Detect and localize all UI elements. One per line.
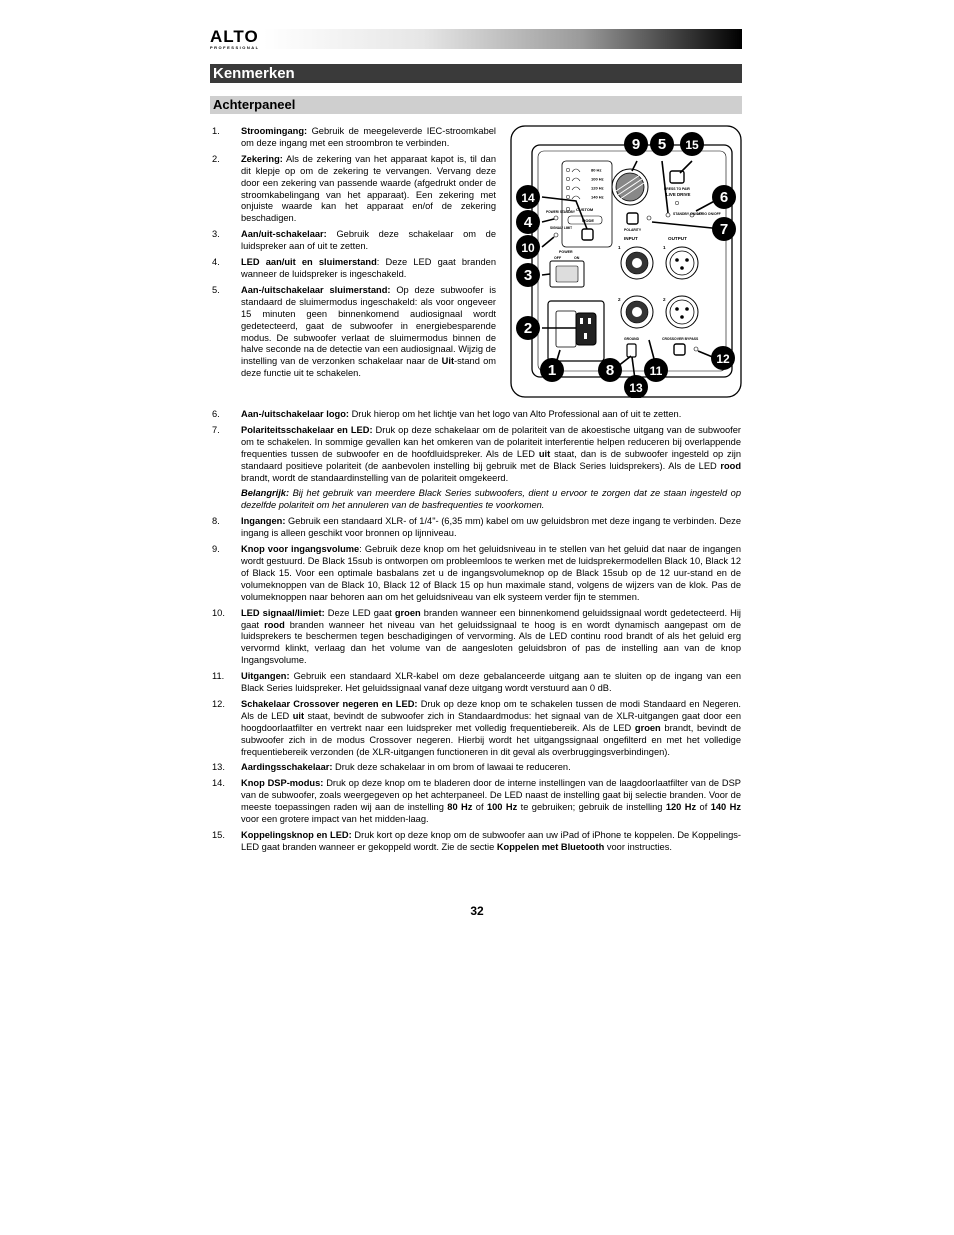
logo-text: ALTO — [210, 27, 259, 46]
custom-label: CUSTOM — [576, 207, 594, 212]
list-item-number: 12. — [212, 698, 225, 709]
list-item-text — [241, 762, 741, 774]
list-item-emphasis: Polariteitsschakelaar en LED: — [241, 424, 373, 435]
callout-6: 6 — [719, 189, 729, 206]
list-item — [212, 671, 741, 695]
crossover-bypass-button[interactable] — [674, 344, 685, 355]
list-item-body: voor een grotere impact van het midden-laag. — [241, 814, 429, 825]
callout-10: 10 — [521, 241, 535, 255]
list-item-body: branden wanneer een binnenkomend geluidssignaal wordt gedetecteerd. Hij gaat — [241, 607, 741, 630]
list-item-body: Druk op deze knop om te schakelen tussen de modi Standaard en Negeren. Als de LED — [241, 698, 741, 721]
list-item-body: voor instructies. — [604, 841, 672, 852]
list-item-body: : Gebruik deze knop om het geluidsniveau in te stellen van het geluid dat naar de ingangen wordt gestuurd. De Black 15sub is ontworpen om probleemloos te werken met de luidsprekermodellen Black 10, Black 12 of Black 15. Voor een optimale basbalans zet u de ingangsvolumeknop op de Black 15sub op de 12 uur-stand en de volumeknoppen van de Black 10, Black 12 of Black 15 op hun maximale stand, volgens de wijzers van de klok. Pas de volumeknoppen naar behoren aan om het geluidsniveau van elk systeem verder fijn te stemmen. — [241, 544, 741, 602]
ground-label: GROUND — [624, 337, 640, 341]
list-item-number: 8. — [212, 516, 220, 527]
important-note-text: Bij het gebruik van meerdere Black Series subwoofers, dient u ervoor te zorgen dat ze staan ingesteld op dezelfde polariteit om het annuleren van de basfrequenties te voorkomen. — [241, 488, 741, 511]
list-item-emphasis: 100 Hz — [486, 802, 518, 813]
list-item-emphasis: Zekering: — [241, 153, 283, 164]
list-item — [212, 544, 741, 604]
list-item-body: brandt, bevindt de subwoofer zich in de modus Crossover negeren. Hierbij wordt het uitgangssignaal ongefilterd en met het volledige frequentiebereik verzonden (de XLR-uitgangen functioneren in dit geval als overbruggingsverbindingen). — [241, 722, 742, 757]
freq-label-100: 100 Hz — [591, 176, 604, 182]
callout-9: 9 — [631, 136, 641, 153]
list-item — [212, 229, 496, 253]
list-item-body: Gebruik een standaard XLR- of 1/4"- (6,35 mm) kabel om uw geluidsbron met deze ingang te verbinden. Deze ingang is alleen geschikt voor bronnen op lijnniveau. — [241, 516, 741, 539]
list-item-emphasis: Koppelingsknop en LED: — [241, 830, 352, 840]
callout-13: 13 — [629, 381, 643, 395]
freq-label-120: 120 Hz — [591, 185, 604, 191]
list-item-emphasis: groen — [394, 607, 421, 618]
polarity-button[interactable] — [627, 213, 638, 224]
pair-button[interactable] — [670, 171, 684, 183]
list-item-body: branden wanneer het niveau van het geluidssignaal te hoog is en wordt dynamisch aangepast om de luidsprekers te beschermen tegen beschadigingen of vervorming. Als de LED continu rood brandt of als het geluid erg vervormd klinkt, verlaag dan het volume van de aangesloten geluidsbron of pas de instelling aan van de knop Ingangsvolume. — [241, 619, 741, 666]
list-item-text — [241, 409, 741, 421]
logo-subtext: PROFESSIONAL — [210, 45, 260, 50]
list-item-number: 9. — [212, 544, 220, 555]
list-item-text — [241, 229, 496, 253]
list-item-number: 2. — [212, 153, 220, 164]
list-item-body: Druk op deze knop om te bladeren door de interne instellingen van de laagdoorlaatfilter van de DSP van de subwoofer, zoals weergegeven op het achterpaneel. De LED naast de instelling gaat bij selectie branden. Voor de meeste toepassingen raden wij aan de instelling — [241, 778, 741, 813]
crossover-bypass-label: CROSSOVER BYPASS — [662, 337, 699, 341]
callout-2: 2 — [523, 320, 533, 337]
callout-3: 3 — [523, 267, 533, 284]
list-item-number: 3. — [212, 229, 220, 240]
power-standby-label: POWER/ STANDBY — [546, 210, 575, 214]
power-on-label: ON — [574, 256, 580, 260]
callout-14: 14 — [521, 191, 535, 205]
callout-1: 1 — [547, 362, 557, 379]
list-item-number: 5. — [212, 284, 220, 295]
list-item-text — [241, 544, 741, 604]
list-item-number: 13. — [212, 762, 225, 773]
input-1-label: 1 — [618, 245, 621, 250]
mode-label: MODE — [582, 218, 594, 223]
list-item-body: Druk kort op deze knop om de subwoofer aan uw iPad of iPhone te koppelen. De Koppelings-LED gaat branden wanneer er gekoppeld wordt. Zie de sectie — [241, 830, 741, 852]
list-item-body: Gebruik een standaard XLR-kabel om deze gebalanceerde uitgang aan te sluiten op de ingang van een Black Series luidspreker. Het geluidssignaal vanaf deze uitgang wordt verstuurd aan 0 dB. — [241, 671, 741, 694]
list-item-number: 10. — [212, 607, 225, 618]
volume-knob[interactable] — [612, 169, 648, 205]
list-item-emphasis: rood — [264, 619, 285, 630]
dsp-mode-button[interactable] — [582, 229, 593, 240]
list-item-body: : Deze LED gaat branden wanneer de luidspreker is ingeschakeld. — [241, 257, 496, 279]
list-item — [212, 409, 741, 421]
callout-8: 8 — [605, 362, 615, 379]
output-label: OUTPUT — [668, 236, 687, 241]
signal-limit-label: SIGNAL/ LIMIT — [550, 226, 573, 230]
list-item-emphasis: uit — [292, 710, 305, 721]
list-item-emphasis: Ingangen: — [241, 516, 286, 527]
list-item-body: brandt, wordt de standaardinstelling van de polariteit omgekeerd. — [241, 472, 509, 483]
list-item — [212, 699, 741, 759]
list-item-body: Gebruik de meegeleverde IEC-stroomkabel om deze ingang met een stroombron te verbinden. — [241, 126, 496, 148]
alto-logo — [210, 27, 260, 50]
iec-power-inlet[interactable] — [548, 301, 604, 361]
callout-15: 15 — [685, 138, 699, 152]
list-item-body: Gebruik deze schakelaar om de luidspreker aan of uit te zetten. — [241, 229, 496, 252]
list-item-body: Druk deze schakelaar in om brom of lawaai te reduceren. — [332, 762, 571, 773]
list-item-number: 1. — [212, 126, 220, 136]
list-item-number: 6. — [212, 409, 220, 419]
feature-list-wide — [212, 409, 741, 858]
feature-list-narrow — [212, 126, 496, 384]
list-item-text — [241, 699, 741, 759]
list-item-emphasis: 80 Hz — [447, 802, 473, 813]
list-item-body: Deze LED gaat — [324, 607, 395, 618]
list-item — [212, 154, 496, 225]
list-item-emphasis: 140 Hz — [710, 802, 741, 813]
list-item — [212, 830, 741, 854]
list-item — [212, 257, 496, 281]
list-item-emphasis: Aan-/uitschakelaar sluimerstand: — [241, 284, 391, 295]
list-item — [212, 608, 741, 668]
input-jack-1[interactable] — [621, 247, 653, 279]
output-1-label: 1 — [663, 245, 666, 250]
list-item-emphasis: Aan-/uitschakelaar logo: — [241, 409, 349, 419]
list-item — [212, 516, 741, 540]
list-item-emphasis: Knop voor ingangsvolume — [241, 544, 360, 555]
list-item-body: of — [472, 802, 487, 813]
callout-4: 4 — [523, 214, 533, 231]
important-note — [241, 488, 741, 512]
callout-11: 11 — [649, 364, 663, 378]
list-item-text — [241, 516, 741, 540]
list-item-text — [241, 257, 496, 281]
list-item-emphasis: Uitgangen: — [241, 671, 290, 682]
list-item — [212, 778, 741, 826]
list-item-emphasis: LED aan/uit en sluimerstand — [241, 257, 377, 268]
ground-switch[interactable] — [627, 344, 636, 357]
list-item-emphasis: rood — [720, 460, 741, 471]
list-item-body: -stand om deze functie uit te schakelen. — [241, 356, 496, 379]
input-jack-2[interactable] — [621, 296, 653, 328]
list-item-text — [241, 671, 741, 695]
subsection-title: Achterpaneel — [210, 96, 742, 114]
list-item-body: Druk hierop om het lichtje van het logo van Alto Professional aan of uit te zetten. — [348, 409, 682, 419]
logo-on-off-label: LOGO ON/OFF — [697, 212, 721, 216]
list-item-body: staat, dan is de subwoofer ingesteld op zijn standaard positieve polariteit (de aanbevolen instelling bij gebruik met de Black Series luidsprekers). Als de LED — [241, 448, 741, 471]
standby-on-off-label: STANDBY ON/OFF — [673, 212, 703, 216]
output-jack-2[interactable] — [666, 296, 698, 328]
list-item — [212, 762, 741, 774]
list-item-body: te gebruiken; gebruik de instelling — [517, 802, 666, 813]
power-off-label: OFF — [554, 256, 562, 260]
list-item-text — [241, 778, 741, 826]
freq-label-140: 140 Hz — [591, 194, 604, 200]
output-2-label: 2 — [663, 297, 666, 302]
list-item-number: 4. — [212, 257, 220, 268]
list-item-text — [241, 126, 496, 150]
section-title: Kenmerken — [210, 64, 742, 83]
input-2-label: 2 — [618, 297, 621, 302]
list-item-emphasis: uit — [538, 448, 551, 459]
list-item — [212, 425, 741, 485]
list-item-text — [241, 285, 496, 380]
list-item-emphasis: Aan/uit-schakelaar: — [241, 229, 327, 240]
polarity-label: POLARITY — [624, 228, 642, 232]
list-item-body: Op deze subwoofer is standaard de sluimermodus ingeschakeld: als voor ongeveer 15 minuten geen binnenkomend audiosignaal wordt gedetecteerd, gaat de subwoofer in energiebesparende modus. De subwoofer verlaat de sluimermodus binnen de halve seconde na de detectie van een audiosignaal. Wijzig de instelling van de verzonken schakelaar naar de — [241, 284, 496, 367]
list-item-emphasis: Stroomingang: — [241, 126, 308, 136]
list-item-body: Als de zekering van het apparaat kapot is, til dan dit klepje op om de zekering te vervangen. Vervang deze door een zekering van passende waarde (afgedrukt onder de stroomkabelingang van het apparaat). Een zekering met onjuiste waarde kan het apparaat en/of de zekering beschadigen. — [241, 153, 496, 224]
list-item-body: Druk op deze schakelaar om de polariteit van de akoestische uitgang van de subwoofer om te schakelen. In sommige gevallen kan het omkeren van de polariteit interferentie helpen reduceren bij overlappende frequenties tussen de subwoofer en de hoofdluidspreker. Als de LED — [241, 424, 742, 459]
live-drive-label: LIVE DRIVE — [666, 192, 691, 197]
list-item-emphasis: Aardingsschakelaar: — [241, 762, 333, 773]
rear-panel-diagram — [510, 125, 742, 398]
list-item-text — [241, 608, 741, 668]
list-item-text — [241, 830, 741, 854]
list-item-body: of — [696, 802, 711, 813]
list-item-emphasis: LED signaal/limiet: — [241, 607, 325, 618]
list-item-body: staat, bevindt de subwoofer zich in Standaardmodus: het signaal van de XLR-uitgangen gaat door een hoogdoorlaatfilter en vertrekt naar een luidspreker met volledig frequentiebereik. Als de LED — [241, 710, 741, 733]
list-item-emphasis: 120 Hz — [665, 802, 697, 813]
header-gradient-bar — [210, 29, 742, 49]
list-item-text — [241, 154, 496, 225]
list-item — [212, 285, 496, 380]
press-to-pair-label: PRESS TO PAIR — [664, 187, 690, 191]
list-item-emphasis: groen — [634, 722, 661, 733]
output-jack-1[interactable] — [666, 247, 698, 279]
list-item-number: 14. — [212, 778, 225, 789]
page-number: 32 — [470, 904, 484, 918]
list-item-text — [241, 425, 741, 485]
callout-7: 7 — [719, 221, 729, 238]
list-item-emphasis: Uit — [441, 356, 455, 367]
callout-5: 5 — [657, 136, 667, 153]
list-item-number: 15. — [212, 830, 225, 840]
list-item — [212, 126, 496, 150]
list-item-emphasis: Knop DSP-modus: — [241, 778, 324, 789]
list-item-emphasis: Koppelen met Bluetooth — [496, 841, 605, 852]
list-item-number: 7. — [212, 424, 220, 435]
list-item-emphasis: Schakelaar Crossover negeren en LED: — [241, 698, 418, 709]
freq-label-80: 80 Hz — [591, 167, 602, 173]
important-note-label: Belangrijk: — [241, 488, 290, 499]
power-label: POWER — [559, 250, 573, 254]
callout-12: 12 — [716, 352, 730, 366]
list-item-number: 11. — [212, 671, 225, 682]
input-label: INPUT — [624, 236, 638, 241]
